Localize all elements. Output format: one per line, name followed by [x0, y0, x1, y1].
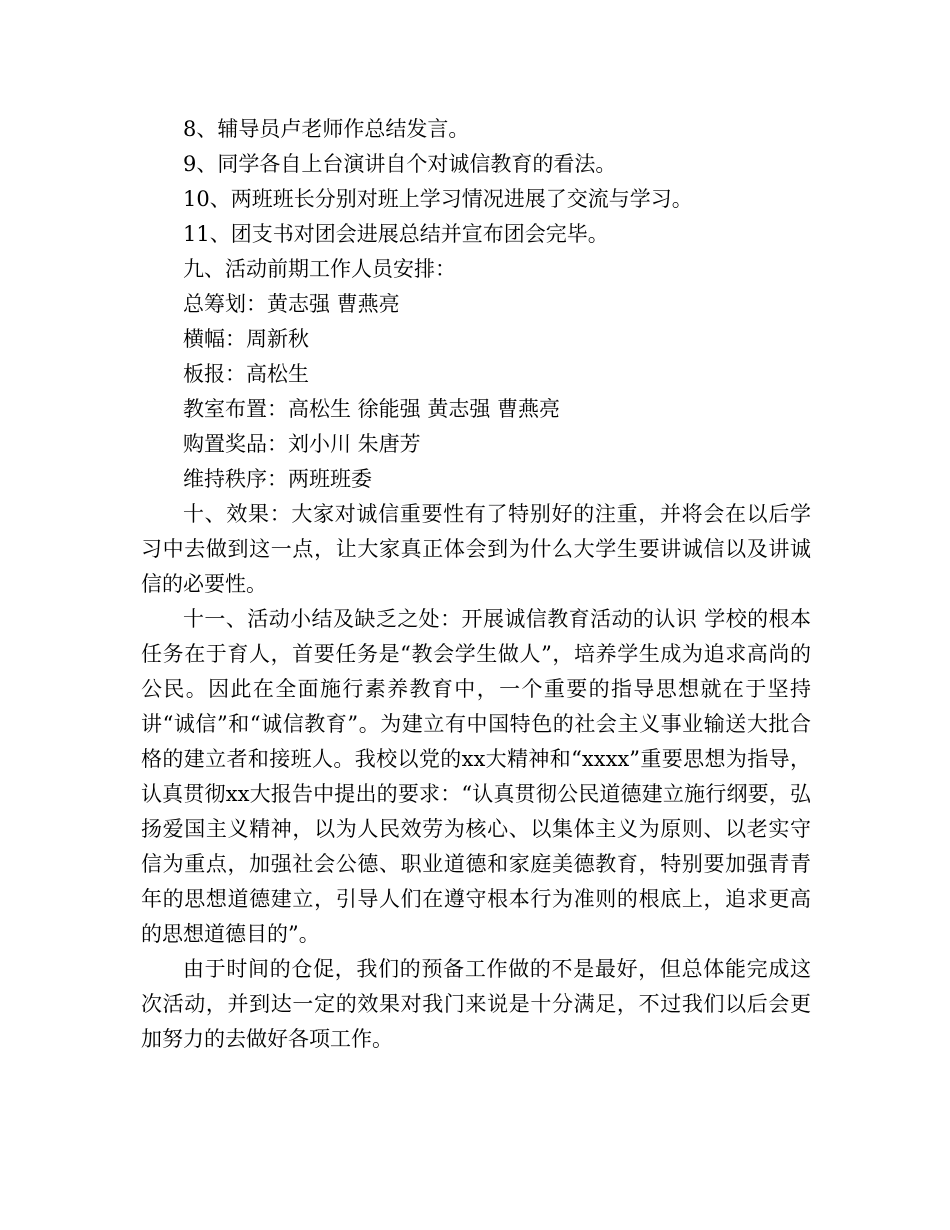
list-item: 8、辅导员卢老师作总结发言。 [183, 117, 470, 141]
list-item: 10、两班班长分别对班上学习情况进展了交流与学习。 [183, 187, 693, 211]
effect-paragraph: 十、效果：大家对诚信重要性有了特别好的注重，并将会在以后学习中去做到这一点，让大家真正体会到为什么大学生要讲诚信以及讲诚信的必要性。 [141, 502, 811, 596]
staff-assignment: 板报：高松生 [183, 362, 309, 386]
staff-assignment: 教室布置：高松生 徐能强 黄志强 曹燕亮 [183, 397, 561, 421]
document-body [141, 112, 811, 1057]
staff-assignment: 维持秩序：两班班委 [183, 467, 372, 491]
list-item: 11、团支书对团会进展总结并宣布团会完毕。 [183, 222, 609, 246]
section-heading: 九、活动前期工作人员安排： [183, 257, 456, 281]
staff-assignment: 横幅：周新秋 [183, 327, 309, 351]
staff-assignment: 购置奖品：刘小川 朱唐芳 [183, 432, 421, 456]
closing-paragraph: 由于时间的仓促，我们的预备工作做的不是最好，但总体能完成这次活动，并到达一定的效果对我门来说是十分满足，不过我们以后会更加努力的去做好各项工作。 [141, 957, 811, 1051]
list-item: 9、同学各自上台演讲自个对诚信教育的看法。 [183, 152, 617, 176]
staff-assignment: 总筹划：黄志强 曹燕亮 [183, 292, 400, 316]
summary-paragraph: 十一、活动小结及缺乏之处：开展诚信教育活动的认识 学校的根本任务在于育人，首要任务是“教会学生做人”，培养学生成为追求高尚的公民。因此在全面施行素养教育中，一个重要的指导思想就在于坚持讲“诚信”和“诚信教育”。为建立有中国特色的社会主义事业输送大批合格的建立者和接班人。我校以党的xx大精神和“xxxx”重要思想为指导，认真贯彻xx大报告中提出的要求：“认真贯彻公民道德建立施行纲要，弘扬爱国主义精神，以为人民效劳为核心、以集体主义为原则、以老实守信为重点，加强社会公德、职业道德和家庭美德教育，特别要加强青青年的思想道德建立，引导人们在遵守根本行为准则的根底上，追求更高的思想道德目的”。 [141, 607, 811, 946]
